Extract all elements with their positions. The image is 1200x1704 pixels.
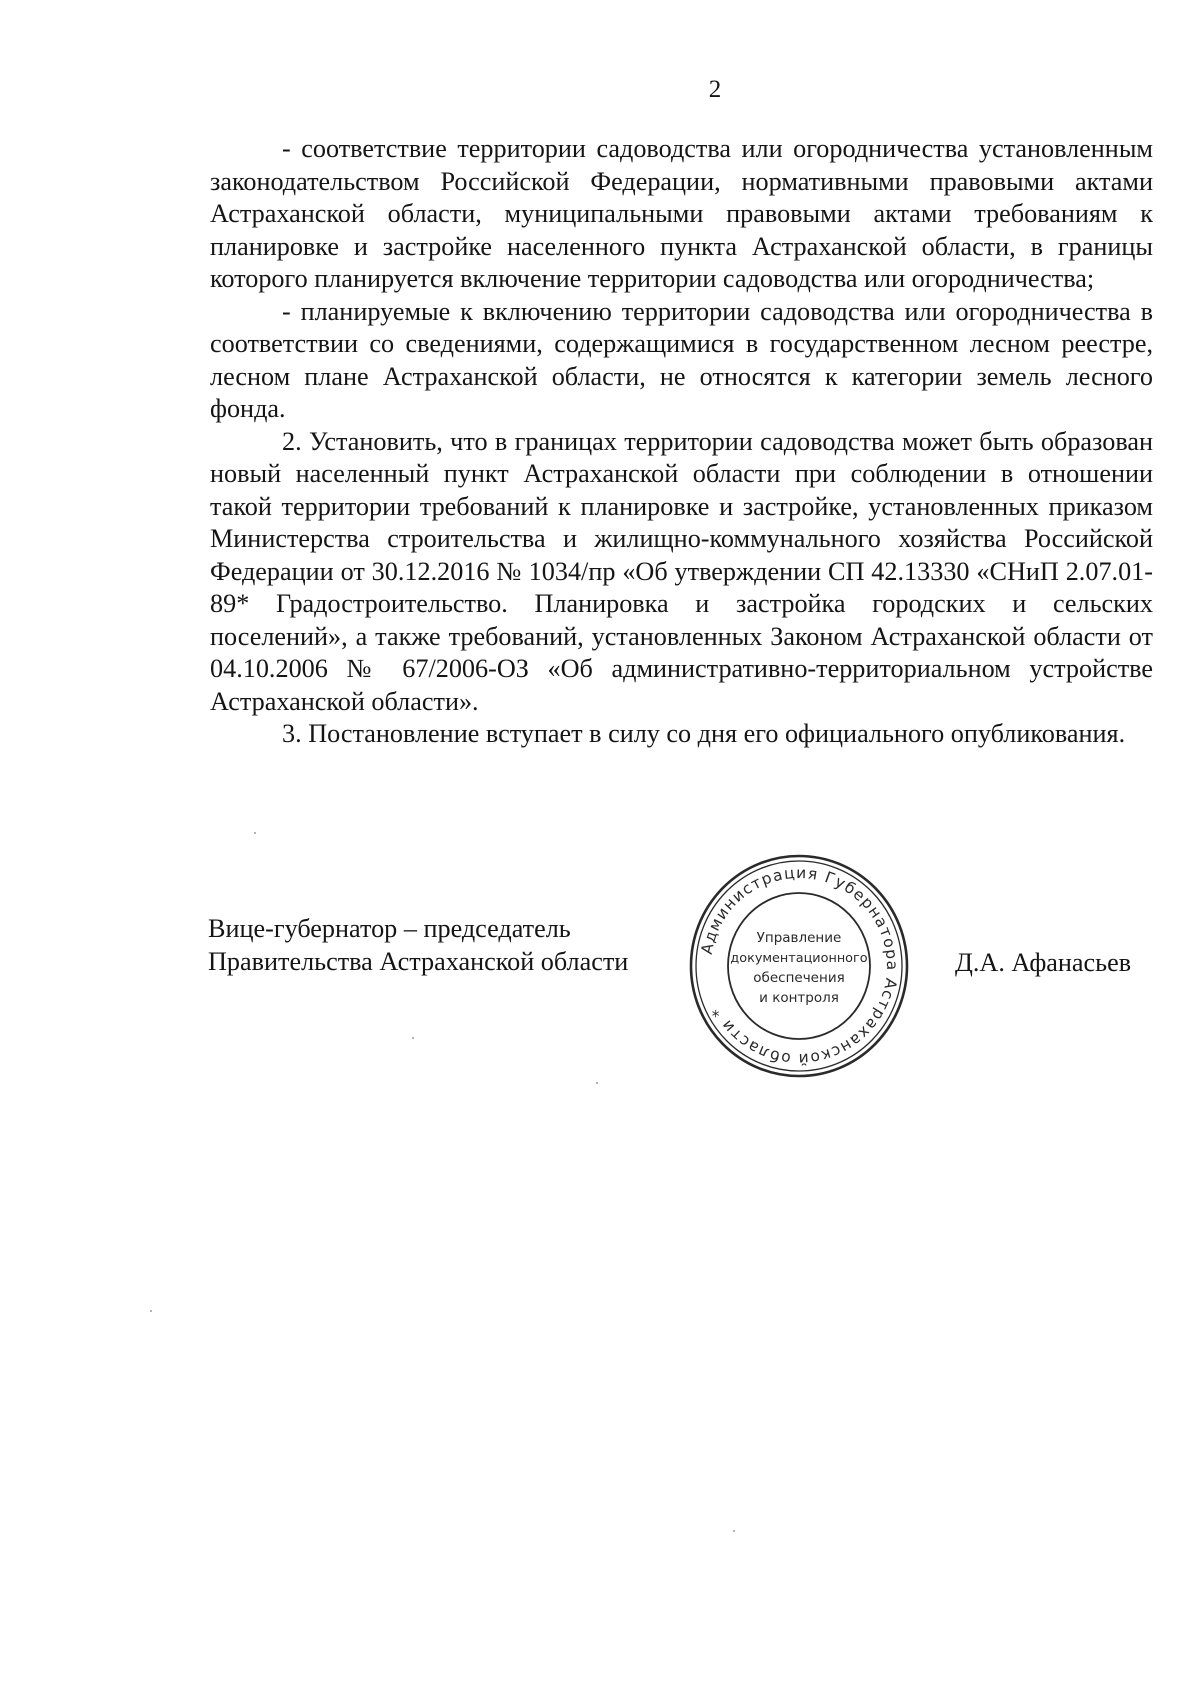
scan-speck (733, 1530, 735, 1532)
seal-graphic (684, 850, 914, 1082)
seal-center-line-4: и контроля (759, 990, 839, 1006)
scan-speck (150, 1310, 152, 1312)
scan-speck (412, 1037, 414, 1039)
document-body (210, 133, 1153, 751)
scan-speck (596, 1082, 598, 1084)
official-seal-stamp (684, 850, 914, 1082)
signatory-position (208, 912, 628, 978)
paragraph-item-2-new-settlement: 2. Установить, что в границах территории садоводства может быть образован новый населенный пункт Астраханской области при соблюдении в отношении такой территории требований к планировке и застройке, установленных приказом Министерства строительства и жилищно-коммунального хозяйства Российской Федерации от 30.12.2016 № 1034/пр «Об утверждении СП 42.13330 «СНиП 2.07.01-89* Градостроительство. Планировка и застройка городских и сельских поселений», а также требований, установленных Законом Астраханской области от 04.10.2006 № 67/2006-ОЗ «Об административно-территориальном устройстве Астраханской области». (210, 426, 1153, 716)
seal-ring-text-path: Администрация Губернатора Астраханской области * (697, 863, 902, 1069)
paragraph-forest-land: - планируемые к включению территории садоводства или огородничества в соответствии со сведениями, содержащимися в государственном лесном реестре, лесном плане Астраханской области, не относятся к категории земель лесного фонда. (210, 296, 1153, 423)
seal-center-line-1: Управление (756, 930, 842, 946)
paragraph-territory-compliance: - соответствие территории садоводства или огородничества установленным законодательством Российской Федерации, нормативными правовыми актами Астраханской области, муниципальными правовыми актами требованиям к планировке и застройке населенного пункта Астраханской области, в границы которого планируется включение территории садоводства или огородничества; (210, 134, 1153, 293)
signatory-name: Д.А. Афанасьев (955, 948, 1132, 977)
scan-speck (254, 832, 256, 834)
paragraph-item-3-effective-date: 3. Постановление вступает в силу со дня его официального опубликования. (282, 719, 1126, 748)
seal-center-line-3: обеспечения (753, 970, 845, 986)
page-number: 2 (708, 76, 722, 103)
signatory-position-line-1: Вице-губернатор – председатель (208, 914, 571, 943)
seal-center-line-2: документационного (730, 951, 868, 966)
signatory-position-line-2: Правительства Астраханской области (208, 947, 629, 976)
